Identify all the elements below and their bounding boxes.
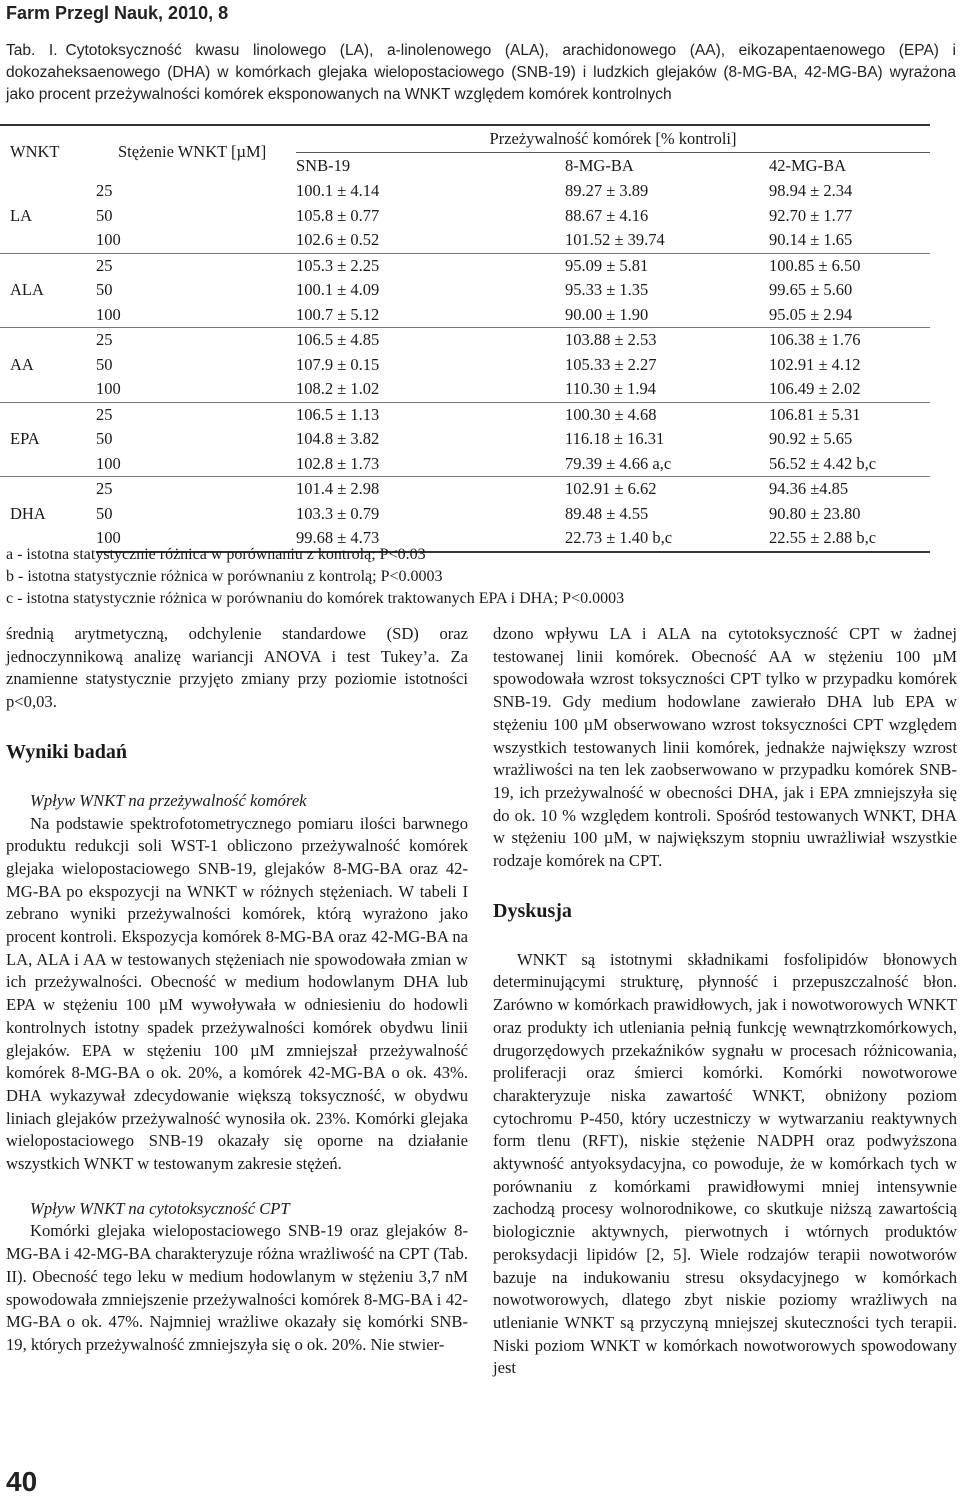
table-cell-value: 102.91 ± 4.12 — [769, 354, 861, 374]
table-row — [0, 228, 930, 253]
table-caption-text: Cytotoksyczność kwasu linolowego (LA), a-linolenowego (ALA), arachidonowego (AA), eikozapentaenowego (EPA) i dokozaheksaenowego (DHA) w komórkach glejaka wielopostaciowego (SNB-19) i ludzkich glejaków (8-MG-BA, 42-MG-BA) wyrażona jako procent przeżywalności komórek eksponowanych na WNKT względem komórek kontrolnych — [6, 42, 956, 103]
table-cell-concentration: 100 — [96, 230, 121, 249]
results-table — [0, 124, 930, 553]
table-cell-value: 100.30 ± 4.68 — [511, 402, 725, 427]
table-head-survival: Przeżywalność komórek [% kontroli] — [296, 125, 930, 153]
table-cell-value: 103.3 ± 0.79 — [296, 503, 380, 523]
table-cell-value: 100.85 ± 6.50 — [725, 253, 930, 278]
table-cell-acid: LA — [10, 205, 32, 225]
table-row — [0, 452, 930, 477]
table-cell-value: 98.94 ± 2.34 — [769, 181, 853, 200]
table-row — [0, 204, 930, 229]
table-caption-label: Tab. I. — [6, 42, 58, 59]
table-cell-value: 108.2 ± 1.02 — [296, 379, 380, 398]
table-cell-value: 100.7 ± 5.12 — [296, 304, 380, 324]
section-title-discussion: Dyskusja — [493, 899, 572, 922]
results-table-wrap — [0, 124, 960, 553]
table-row — [0, 253, 930, 278]
table-cell-value: 79.39 ± 4.66 a,c — [565, 453, 672, 473]
results-paragraph-cpt-continued: dzono wpływu LA i ALA na cytotoksyczność CPT w żadnej testowanej linii komórek. Obecność AA w stężeniu 100 µM spowodowała wzrost toksyczności CPT tylko w przypadku komórek SNB-19. Gdy medium hodowlane zawierało DHA lub EPA w stężeniu 100 µM obserwowano wzrost toksyczności CPT względem wszystkich testowanych linii komórek, jednakże największy wzrost wrażliwości na ten lek zaobserwowano w przypadku komórek SNB-19, ich przeżywalność w obecności DHA, jak i EPA zmniejszyła się do ok. 10 % względem kontroli. Spośród testowanych WNKT, DHA w stężeniu 100 µM, w największym stopniu uwrażliwiał wszystkie rodzaje komórek na CPT. — [493, 624, 957, 871]
table-row — [0, 377, 930, 402]
table-cell-acid: DHA — [0, 477, 96, 552]
table-cell-value: 100.1 ± 4.09 — [296, 280, 380, 299]
table-head-col-42mgba: 42-MG-BA — [769, 155, 846, 175]
table-row — [0, 278, 930, 303]
footnote-b: b - istotna statystycznie różnica w porównaniu z kontrolą; P<0.0003 — [6, 568, 443, 585]
table-cell-concentration: 100 — [96, 453, 121, 473]
table-cell-value: 90.14 ± 1.65 — [769, 230, 853, 249]
table-cell-value: 56.52 ± 4.42 b,c — [769, 453, 877, 473]
table-cell-concentration: 100 — [96, 379, 121, 398]
right-column — [493, 623, 957, 1380]
table-cell-value: 101.4 ± 2.98 — [296, 477, 511, 502]
table-cell-concentration: 25 — [96, 477, 296, 502]
table-cell-value: 102.6 ± 0.52 — [296, 230, 380, 249]
page-number: 40 — [6, 1466, 38, 1497]
table-cell-value: 116.18 ± 16.31 — [565, 429, 665, 448]
table-cell-value: 95.09 ± 5.81 — [511, 253, 725, 278]
table-cell-value: 22.55 ± 2.88 b,c — [725, 526, 930, 552]
table-cell-value: 92.70 ± 1.77 — [769, 205, 853, 225]
table-cell-acid: ALA — [0, 253, 96, 328]
subsection-title-cpt: Wpływ WNKT na cytotoksyczność CPT — [30, 1198, 290, 1218]
table-cell-concentration: 25 — [96, 181, 113, 200]
table-head-col-snb19: SNB-19 — [296, 155, 351, 175]
table-cell-concentration: 100 — [96, 304, 121, 324]
table-cell-value: 88.67 ± 4.16 — [565, 205, 649, 225]
table-head-wnkt: WNKT — [0, 125, 96, 179]
table-cell-value: 90.00 ± 1.90 — [565, 304, 649, 324]
table-cell-concentration: 50 — [96, 205, 113, 225]
journal-header: Farm Przegl Nauk, 2010, 8 — [6, 3, 229, 23]
table-cell-concentration: 100 — [96, 526, 296, 552]
table-cell-concentration: 50 — [96, 429, 113, 448]
table-cell-value: 89.27 ± 3.89 — [565, 181, 649, 200]
table-cell-value: 110.30 ± 1.94 — [565, 379, 656, 398]
left-column — [6, 623, 468, 1357]
footnote-c: c - istotna statystycznie różnica w porównaniu do komórek traktowanych EPA i DHA; P<0.0003 — [6, 590, 625, 607]
table-cell-value: 101.52 ± 39.74 — [565, 230, 665, 249]
table-cell-value: 104.8 ± 3.82 — [296, 429, 380, 448]
footnote-a: a - istotna statystycznie różnica w porównaniu z kontrolą; P<0.03 — [6, 546, 426, 563]
table-cell-value: 90.92 ± 5.65 — [769, 429, 853, 448]
table-cell-value: 102.91 ± 6.62 — [511, 477, 725, 502]
table-row — [0, 303, 930, 328]
table-row — [0, 427, 930, 452]
table-cell-value: 103.88 ± 2.53 — [511, 328, 725, 353]
table-body — [0, 179, 930, 552]
table-cell-value: 107.9 ± 0.15 — [296, 354, 380, 374]
table-row — [0, 402, 930, 427]
table-cell-value: 106.5 ± 4.85 — [296, 328, 511, 353]
table-cell-value: 99.65 ± 5.60 — [769, 280, 853, 299]
methods-paragraph: średnią arytmetyczną, odchylenie standardowe (SD) oraz jednoczynnikową analizę wariancji ANOVA i test Tukey’a. Za znamienne statystycznie przyjęto zmiany przy poziomie istotności p<0,03. — [6, 624, 468, 712]
table-cell-concentration: 25 — [96, 328, 296, 353]
table-cell-value: 90.80 ± 23.80 — [769, 503, 861, 523]
table-cell-value: 106.5 ± 1.13 — [296, 402, 511, 427]
table-cell-concentration: 50 — [96, 280, 113, 299]
table-cell-value: 105.3 ± 2.25 — [296, 253, 511, 278]
table-head-col-8mgba: 8-MG-BA — [565, 155, 634, 175]
table-row — [0, 328, 930, 353]
table-row — [0, 179, 930, 204]
table-cell-value: 105.33 ± 2.27 — [565, 354, 657, 374]
results-paragraph-survival: Na podstawie spektrofotometrycznego pomiaru ilości barwnego produktu redukcji soli WST-1 obliczono przeżywalność komórek glejaka wielopostaciowego SNB-19, glejaków 8-MG-BA oraz 42-MG-BA po ekspozycji na WNKT w różnych stężeniach. W tabeli I zebrano wyniki przeżywalności komórek, którą wyrażono jako procent kontroli. Ekspozycja komórek 8-MG-BA oraz 42-MG-BA na LA, ALA i AA w testowanych stężeniach nie spowodowała zmian w ich przeżywalności. Obecność w medium hodowlanym DHA lub EPA w stężeniu 100 µM wywoływała w odniesieniu do hodowli kontrolnych istotny spadek przeżywalności komórek obydwu linii glejaków. EPA w stężeniu 100 µM zmniejszał przeżywalność komórek 8-MG-BA o ok. 20%, a komórek 42-MG-BA o ok. 43%. DHA wykazywał zdecydowanie większą toksyczność, w obydwu liniach glejaków przeżywalność wynosiła ok. 23%. Komórki glejaka wielopostaciowego SNB-19 okazały się oporne na działanie wszystkich WNKT w testowanym zakresie stężeń. — [6, 813, 468, 1174]
table-cell-value: 95.33 ± 1.35 — [565, 280, 649, 299]
table-cell-value: 22.73 ± 1.40 b,c — [511, 526, 725, 552]
results-paragraph-cpt: Komórki glejaka wielopostaciowego SNB-19 oraz glejaków 8-MG-BA i 42-MG-BA charakteryzuje różna wrażliwość na CPT (Tab. II). Obecność tego leku w medium hodowlanym w stężeniu 3,7 nM spowodowała zmniejszenie przeżywalności komórek 8-MG-BA i 42-MG-BA o ok. 47%. Najmniej wrażliwe okazały się komórki SNB-19, których przeżywalność zmniejszyła się o ok. 20%. Nie stwier- — [6, 1221, 468, 1354]
table-cell-concentration: 25 — [96, 402, 296, 427]
table-caption — [6, 40, 956, 106]
table-cell-concentration: 50 — [96, 354, 113, 374]
table-cell-value: 95.05 ± 2.94 — [769, 304, 853, 324]
table-row — [0, 477, 930, 502]
subsection-title-survival: Wpływ WNKT na przeżywalność komórek — [30, 790, 307, 810]
table-cell-value: 106.38 ± 1.76 — [725, 328, 930, 353]
table-row — [0, 353, 930, 378]
table-cell-value: 106.81 ± 5.31 — [725, 402, 930, 427]
table-cell-concentration: 25 — [96, 253, 296, 278]
table-head-concentration: Stężenie WNKT [µM] — [96, 125, 296, 179]
section-title-results: Wyniki badań — [6, 740, 127, 763]
table-cell-value: 106.49 ± 2.02 — [769, 379, 861, 398]
table-footnotes — [6, 544, 624, 610]
table-cell-concentration: 50 — [96, 503, 113, 523]
table-cell-value: 99.68 ± 4.73 — [296, 526, 511, 552]
discussion-paragraph: WNKT są istotnymi składnikami fosfolipidów błonowych determinującymi strukturę, płynność i przepuszczalność błon. Zarówno w komórkach prawidłowych, jak i nowotworowych WNKT oraz produkty ich utleniania pełnią funkcję wewnątrzkomórkowych, drugorzędowych przekaźników sygnału w procesach różnicowania, proliferacji oraz śmierci komórki. Komórki nowotworowe charakteryzuje niska zawartość WNKT, obniżony poziom cytochromu P-450, który uczestniczy w wytwarzaniu reaktywnych form tlenu (RFT), niskie stężenie NADPH oraz podwyższona aktywność antyoksydacyjna, co powoduje, że w komórkach tych w porównaniu z komórkami prawidłowymi mniej intensywnie zachodzą procesy wolnorodnikowe, co skutkuje niższą zawartością biologicznie aktywnych, pierwotnych i wtórnych produktów peroksydacji lipidów [2, 5]. Wiele rodzajów terapii nowotworów bazuje na indukowaniu stresu oksydacyjnego w komórkach nowotworowych, dlatego zbyt niskie poziomy wrażliwych na utlenianie WNKT są przyczyną mniejszej skuteczności tych terapii. Niski poziom WNKT w komórkach nowotworowych spowodowany jest — [493, 949, 957, 1378]
table-cell-value: 89.48 ± 4.55 — [565, 503, 649, 523]
table-cell-acid: EPA — [0, 402, 96, 477]
table-cell-value: 105.8 ± 0.77 — [296, 205, 380, 225]
table-row — [0, 502, 930, 527]
table-cell-value: 94.36 ±4.85 — [725, 477, 930, 502]
table-cell-value: 100.1 ± 4.14 — [296, 181, 380, 200]
table-cell-value: 102.8 ± 1.73 — [296, 453, 380, 473]
table-cell-acid: AA — [0, 328, 96, 403]
